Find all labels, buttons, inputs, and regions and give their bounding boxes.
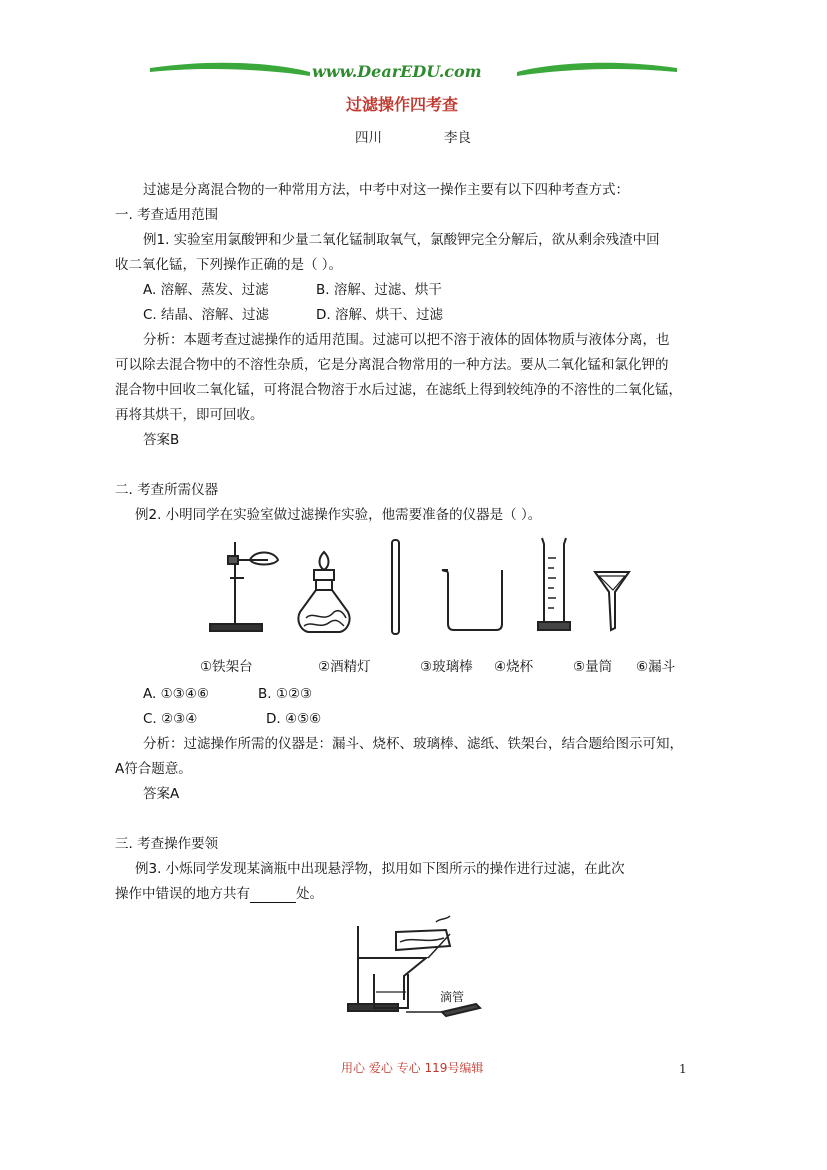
example-2-option-a: A. ①③④⑥ [143, 686, 209, 702]
instrument-label-alcohol-lamp: ②酒精灯 [318, 659, 371, 675]
instrument-label-glass-rod: ③玻璃棒 [420, 659, 473, 675]
beaker-illustration [440, 566, 510, 636]
example-2-analysis-line-2: A符合题意。 [115, 761, 192, 777]
example-2-option-b: B. ①②③ [258, 686, 313, 702]
example-3-question-line-1: 例3. 小烁同学发现某滴瓶中出现悬浮物，拟用如下图所示的操作进行过滤，在此次 [135, 861, 625, 877]
example-2-option-c: C. ②③④ [143, 711, 198, 727]
site-logo-text[interactable]: www.DearEDU.com [312, 62, 482, 81]
graduated-cylinder-illustration [534, 536, 574, 636]
instrument-label-iron-stand: ①铁架台 [200, 659, 253, 675]
example-1-option-c: C. 结晶、溶解、过滤 [143, 307, 270, 323]
example-1-option-a: A. 溶解、蒸发、过滤 [143, 282, 269, 298]
example-1-answer: 答案B [143, 432, 180, 448]
document-title: 过滤操作四考查 [346, 95, 459, 114]
intro-paragraph: 过滤是分离混合物的一种常用方法，中考中对这一操作主要有以下四种考查方式： [143, 182, 629, 198]
example-1-question-line-1: 例1. 实验室用氯酸钾和少量二氧化锰制取氧气，氯酸钾完全分解后，欲从剩余残渣中回 [143, 232, 660, 248]
example-3-question-prefix: 操作中错误的地方共有 [115, 886, 250, 902]
example-2-analysis-line-1: 分析：过滤操作所需的仪器是：漏斗、烧杯、玻璃棒、滤纸、铁架台，结合题给图示可知， [143, 736, 683, 752]
section-3-heading: 三. 考查操作要领 [115, 836, 219, 852]
section-2-heading: 二. 考查所需仪器 [115, 482, 219, 498]
answer-blank[interactable] [250, 888, 296, 903]
instrument-label-funnel: ⑥漏斗 [636, 659, 676, 675]
example-2-option-d: D. ④⑤⑥ [266, 711, 322, 727]
iron-stand-illustration [208, 538, 288, 638]
example-1-analysis-line-4: 再将其烘干，即可回收。 [115, 407, 264, 423]
footer-text: 用心 爱心 专心 119号编辑 [341, 1061, 484, 1075]
example-1-analysis-line-3: 混合物中回收二氧化锰，可将混合物溶于水后过滤，在滤纸上得到较纯净的不溶性的二氧化锰， [115, 382, 682, 398]
example-2-question: 例2. 小明同学在实验室做过滤操作实验，他需要准备的仪器是（ ）。 [135, 507, 542, 523]
section-1-heading: 一. 考查适用范围 [115, 207, 219, 223]
author-name: 李良 [444, 130, 471, 146]
example-3-question-suffix: 处。 [296, 886, 323, 902]
example-3-question-line-2 [115, 885, 323, 903]
instrument-label-beaker: ④烧杯 [494, 659, 534, 675]
dropper-label: 滴管 [440, 990, 465, 1004]
example-1-analysis-line-2: 可以除去混合物中的不溶性杂质，它是分离混合物常用的一种方法。要从二氧化锰和氯化钾的 [115, 357, 669, 373]
alcohol-lamp-illustration [294, 548, 364, 648]
example-2-answer: 答案A [143, 786, 180, 802]
instrument-label-graduated-cylinder: ⑤量筒 [573, 659, 613, 675]
page-number: 1 [679, 1062, 687, 1076]
example-1-option-b: B. 溶解、过滤、烘干 [316, 282, 442, 298]
example-1-analysis-line-1: 分析：本题考查过滤操作的适用范围。过滤可以把不溶于液体的固体物质与液体分离，也 [143, 332, 670, 348]
glass-rod-illustration [389, 538, 403, 638]
filtration-apparatus-illustration [346, 912, 496, 1022]
author-province: 四川 [355, 130, 382, 146]
funnel-illustration [593, 568, 633, 638]
example-1-option-d: D. 溶解、烘干、过滤 [316, 307, 443, 323]
example-1-question-line-2: 收二氧化锰，下列操作正确的是（ ）。 [115, 257, 343, 273]
